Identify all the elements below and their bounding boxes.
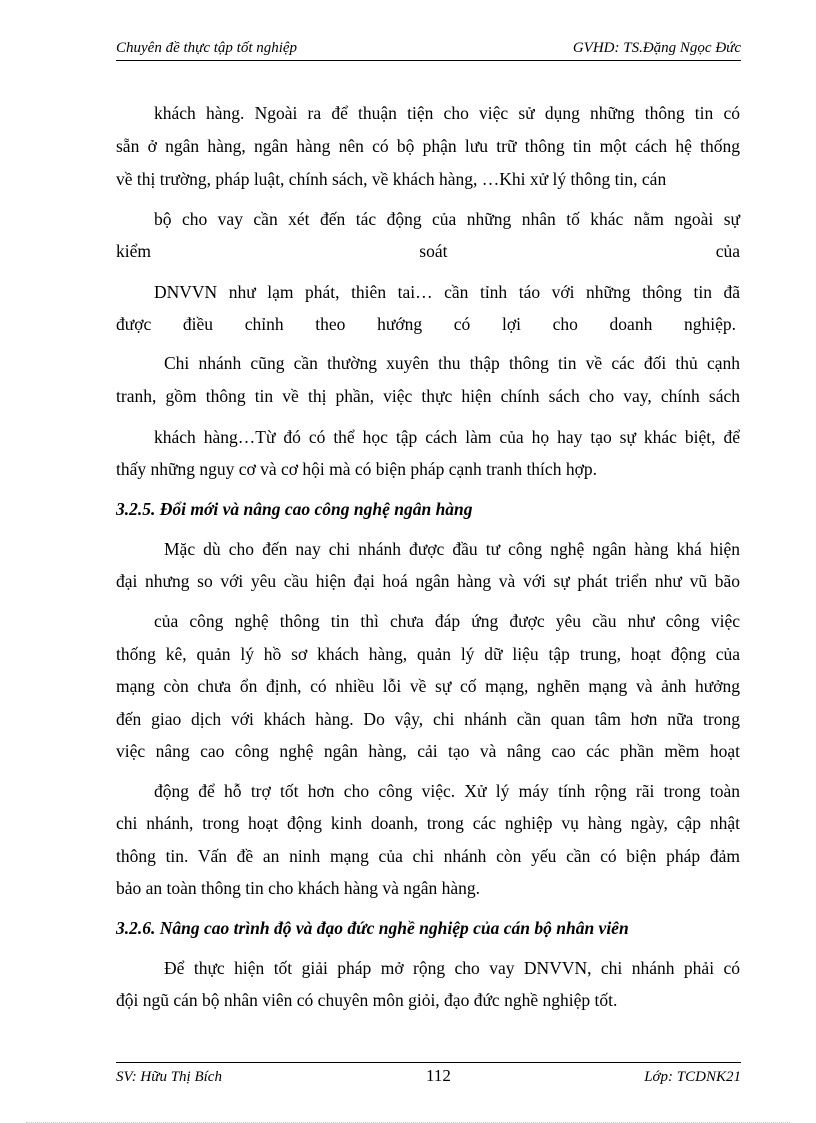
header-advisor: GVHD: TS.Đặng Ngọc Đức [572,40,741,56]
section-heading-3-2-5: 3.2.5. Đổi mới và nâng cao công nghệ ngân hàng [116,499,473,519]
body-line: tranh, gồm thông tin về thị phần, việc thực hiện chính sách cho vay, chính sách [116,386,740,406]
footer-student: SV: Hữu Thị Bích [116,1069,222,1085]
body-line: đến giao dịch với khách hàng. Do vậy, chi nhánh cần quan tâm hơn nữa trong [116,709,740,729]
body-line: đại nhưng so với yêu cầu hiện đại hoá ngân hàng và với sự phát triển như vũ bão [116,571,740,591]
body-line: Mặc dù cho đến nay chi nhánh được đầu tư công nghệ ngân hàng khá hiện [164,539,740,559]
body-line: bảo an toàn thông tin cho khách hàng và ngân hàng. [116,878,480,898]
body-line: kiểm soát của [116,241,740,261]
body-line: mạng còn chưa ổn định, có nhiều lỗi về sự cố mạng, nghẽn mạng và ảnh hưởng [116,676,740,696]
body-line: DNVVN như lạm phát, thiên tai… cần tỉnh táo với những thông tin đã [154,282,740,302]
footer-class: Lớp: TCDNK21 [644,1069,741,1085]
page-header [116,38,741,61]
body-line: thông tin. Vấn đề an ninh mạng của chi nhánh còn yếu cần có biện pháp đảm [116,846,740,866]
body-line: thấy những nguy cơ và cơ hội mà có biện pháp cạnh tranh thích hợp. [116,459,597,479]
body-line: được điều chỉnh theo hướng có lợi cho doanh nghiệp. [116,314,736,334]
page-footer [116,1062,741,1087]
body-line: thống kê, quản lý hồ sơ khách hàng, quản lý dữ liệu tập trung, hoạt động của [116,644,740,664]
body-line: động để hỗ trợ tốt hơn cho công việc. Xử lý máy tính rộng rãi trong toàn [154,781,740,801]
body-line: sẵn ở ngân hàng, ngân hàng nên có bộ phận lưu trữ thông tin một cách hệ thống [116,136,740,156]
body-line: đội ngũ cán bộ nhân viên có chuyên môn giỏi, đạo đức nghề nghiệp tốt. [116,990,618,1010]
body-line: Chi nhánh cũng cần thường xuyên thu thập thông tin về các đối thủ cạnh [164,353,740,373]
body-line: việc nâng cao công nghệ ngân hàng, cải tạo và nâng cao các phần mềm hoạt [116,741,740,761]
body-line: khách hàng. Ngoài ra để thuận tiện cho việc sử dụng những thông tin có [154,103,740,123]
body-line: của công nghệ thông tin thì chưa đáp ứng được yêu cầu như công việc [154,611,740,631]
section-heading-3-2-6: 3.2.6. Nâng cao trình độ và đạo đức nghề nghiệp của cán bộ nhân viên [116,918,629,938]
body-line: Để thực hiện tốt giải pháp mở rộng cho vay DNVVN, chi nhánh phải có [164,958,740,978]
body-line: chi nhánh, trong hoạt động kinh doanh, trong các nghiệp vụ hàng ngày, cập nhật [116,813,740,833]
header-title: Chuyên đề thực tập tốt nghiệp [116,40,298,56]
body-line: khách hàng…Từ đó có thể học tập cách làm của họ hay tạo sự khác biệt, để [154,427,740,447]
page-number: 112 [426,1066,451,1085]
body-line: bộ cho vay cần xét đến tác động của những nhân tố khác nằm ngoài sự [154,209,740,229]
body-line: về thị trường, pháp luật, chính sách, về khách hàng, …Khi xử lý thông tin, cán [116,169,667,189]
